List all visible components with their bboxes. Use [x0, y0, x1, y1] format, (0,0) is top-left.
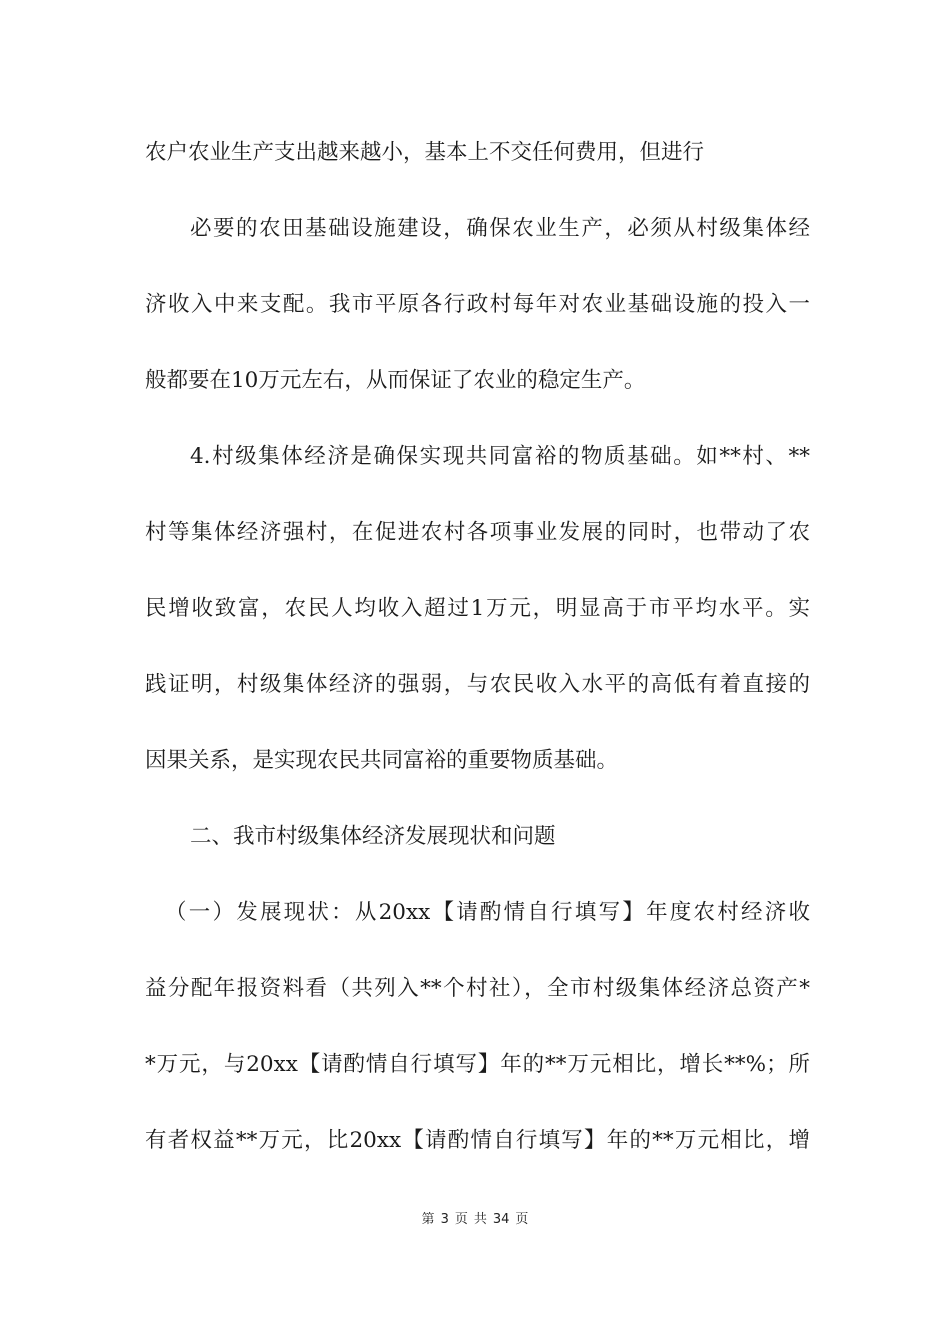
text-line-5: 4.村级集体经济是确保实现共同富裕的物质基础。如**村、** — [190, 444, 810, 469]
text-line-3: 济收入中来支配。我市平原各行政村每年对农业基础设施的投入一 — [145, 292, 810, 317]
text-line-13: *万元，与20xx【请酌情自行填写】年的**万元相比，增长**%；所 — [145, 1052, 810, 1077]
text-line-11: （一）发展现状：从20xx【请酌情自行填写】年度农村经济收 — [165, 900, 810, 925]
text-line-1: 农户农业生产支出越来越小，基本上不交任何费用，但进行 — [145, 140, 705, 165]
text-line-12: 益分配年报资料看（共列入**个村社），全市村级集体经济总资产* — [145, 976, 810, 1001]
text-line-14: 有者权益**万元，比20xx【请酌情自行填写】年的**万元相比，增 — [145, 1128, 810, 1153]
footer-prefix: 第 — [421, 1212, 435, 1227]
text-line-8: 践证明，村级集体经济的强弱，与农民收入水平的高低有着直接的 — [145, 672, 810, 697]
text-line-7: 民增收致富，农民人均收入超过1万元，明显高于市平均水平。实 — [145, 596, 810, 621]
page-footer — [0, 1208, 950, 1227]
text-line-9: 因果关系，是实现农民共同富裕的重要物质基础。 — [145, 748, 619, 773]
footer-mid1: 页 — [454, 1212, 468, 1227]
section-heading: 二、我市村级集体经济发展现状和问题 — [190, 824, 556, 849]
footer-mid2: 共 — [473, 1212, 487, 1227]
text-line-6: 村等集体经济强村，在促进农村各项事业发展的同时，也带动了农 — [145, 520, 810, 545]
footer-total-pages: 34 — [492, 1212, 510, 1227]
footer-suffix: 页 — [515, 1212, 529, 1227]
text-line-2: 必要的农田基础设施建设，确保农业生产，必须从村级集体经 — [190, 216, 810, 241]
footer-current-page: 3 — [440, 1212, 449, 1227]
text-line-4: 般都要在10万元左右，从而保证了农业的稳定生产。 — [145, 368, 646, 393]
